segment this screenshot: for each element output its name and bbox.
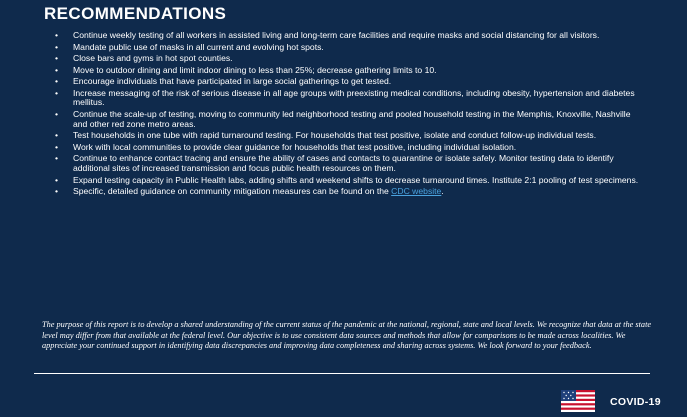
recommendation-item: • Move to outdoor dining and limit indoor dining to less than 25%; decrease gathering limits to 10. [0, 66, 640, 76]
report-purpose-note: The purpose of this report is to develop a shared understanding of the current status of the pandemic at the national, regional, state and local levels. We recognize that data at the state level may differ from that available at the federal level. Our objective is to use consistent data sources and methods that allow for comparisons to be made across localities. We appreciate your continued support in identifying data discrepancies and improving data completeness and sharing across systems. We look forward to your feedback. [42, 320, 652, 351]
recommendation-item: • Mandate public use of masks in all current and evolving hot spots. [0, 43, 640, 53]
recommendation-text: Specific, detailed guidance on community mitigation measures can be found on the [73, 186, 392, 197]
divider [34, 373, 650, 374]
cdc-website-link[interactable]: CDC website [391, 186, 442, 197]
recommendation-item: • Continue weekly testing of all workers in assisted living and long-term care facilities and require masks and social distancing for all visitors. [0, 31, 640, 41]
us-flag-icon [561, 390, 595, 412]
recommendation-item: • Expand testing capacity in Public Health labs, adding shifts and weekend shifts to decrease turnaround times. Institute 2:1 pooling of test specimens. [0, 176, 640, 186]
recommendation-item: • Increase messaging of the risk of serious disease in all age groups with preexisting medical conditions, including obesity, hypertension and diabetes mellitus. [0, 89, 640, 109]
recommendation-item-cdc [0, 187, 640, 197]
recommendation-item: • Test households in one tube with rapid turnaround testing. For households that test positive, isolate and conduct follow-up individual tests. [0, 131, 640, 141]
recommendation-item: • Work with local communities to provide clear guidance for households that test positive, including individual isolation. [0, 143, 640, 153]
recommendation-item: • Close bars and gyms in hot spot counties. [0, 54, 640, 64]
covid-19-brand: COVID-19 [610, 396, 661, 408]
recommendation-item: • Encourage individuals that have participated in large social gatherings to get tested. [0, 77, 640, 87]
recommendation-item: • Continue to enhance contact tracing and ensure the ability of cases and contacts to quarantine or isolate safely. Monitor testing data to identify additional sites of increased transmission and focus public health resources on them. [0, 154, 640, 174]
page-title: RECOMMENDATIONS [44, 4, 227, 23]
recommendation-suffix: . [441, 186, 444, 197]
recommendation-item: • Continue the scale-up of testing, moving to community led neighborhood testing and pooled household testing in the Memphis, Knoxville, Nashville and other red zone metro areas. [0, 110, 640, 130]
recommendations-list [0, 31, 640, 199]
